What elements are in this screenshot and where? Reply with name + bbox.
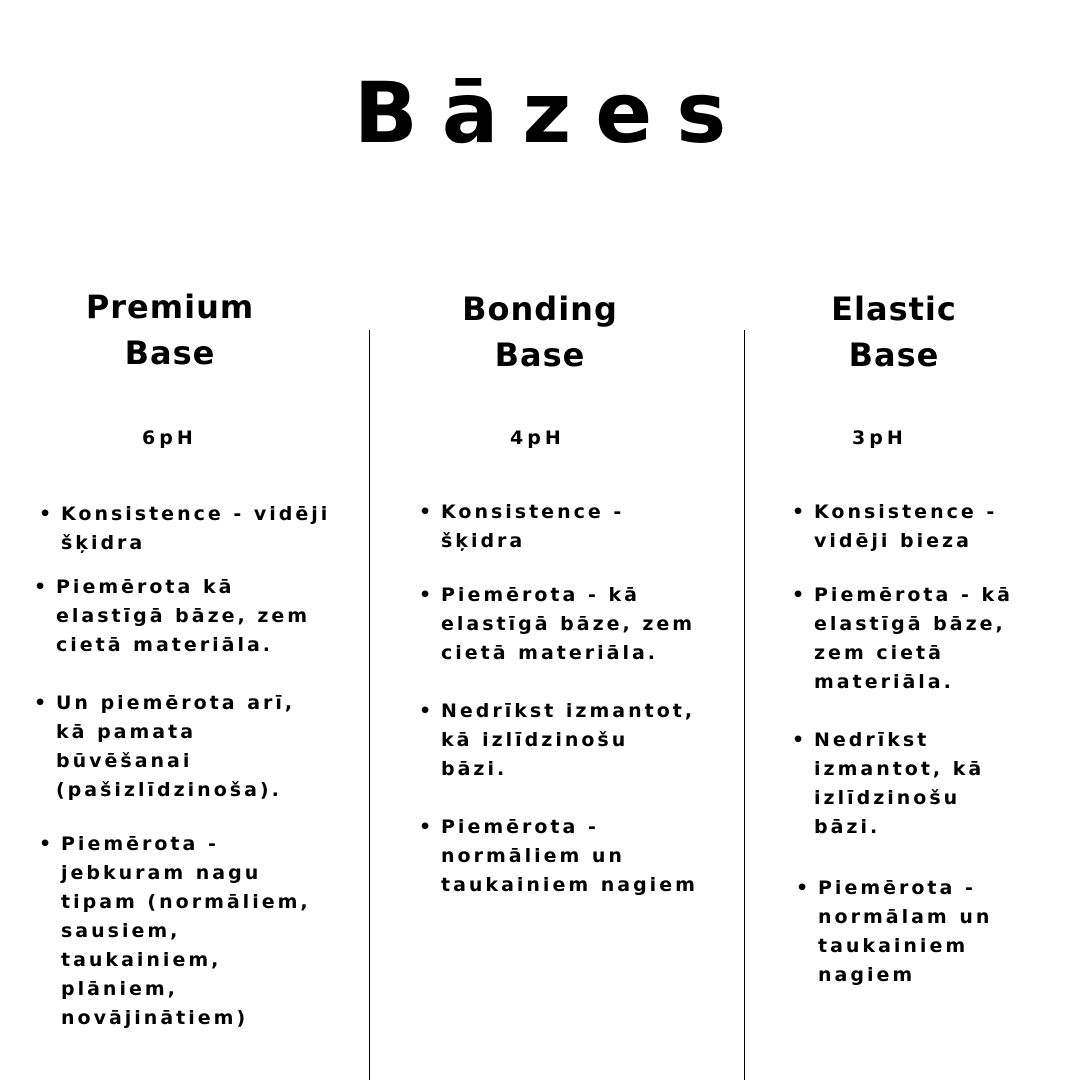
column-title-line: Base <box>124 334 216 372</box>
column-title-line: Bonding <box>462 290 618 328</box>
list-item-line: Piemērota - <box>61 833 219 855</box>
list-item-line: plāniem, <box>61 978 178 1000</box>
list-item-line: taukainiem, <box>61 949 222 971</box>
list-item-line: izmantot, kā <box>814 758 985 780</box>
column-divider <box>369 330 370 1080</box>
list-item: • Piemērota - normāliem un taukainiem nagiem <box>441 813 698 900</box>
list-item-line: cietā materiāla. <box>441 642 659 664</box>
list-item-line: normālam un <box>818 906 993 928</box>
list-item: • Konsistence - vidēji šķidra <box>61 500 330 558</box>
list-item-line: kā izlīdzinošu <box>441 729 629 751</box>
ph-value: 6pH <box>142 427 197 449</box>
ph-value: 3pH <box>852 427 907 449</box>
list-item-line: Piemērota - kā <box>441 584 640 606</box>
list-item-line: Nedrīkst <box>814 729 930 751</box>
page-title: Bāzes <box>353 64 751 162</box>
ph-value: 4pH <box>510 427 565 449</box>
list-item: • Un piemērota arī, kā pamata būvēšanai (pašizlīdzinoša). <box>56 689 295 805</box>
list-item: • Piemērota - kā elastīgā bāze, zem cietā materiāla. <box>441 581 695 668</box>
list-item-line: sausiem, <box>61 920 181 942</box>
column-title-bonding <box>440 286 640 378</box>
list-item-line: Un piemērota arī, <box>56 692 296 714</box>
list-item: • Konsistence - vidēji bieza <box>814 498 997 556</box>
list-item: • Piemērota - normālam un taukainiem nagiem <box>818 874 992 990</box>
list-item-line: normāliem un <box>441 845 625 867</box>
list-item-line: Piemērota kā <box>56 576 235 598</box>
list-item-line: kā pamata <box>56 721 197 743</box>
list-item-line: materiāla. <box>814 671 954 693</box>
list-item-line: Piemērota - <box>441 816 599 838</box>
list-item-line: šķidra <box>441 530 526 552</box>
column-title-elastic <box>794 286 994 378</box>
list-item-line: Konsistence - vidēji <box>61 503 331 525</box>
list-item-line: taukainiem nagiem <box>441 874 698 896</box>
list-item-line: (pašizlīdzinoša). <box>56 779 282 801</box>
list-item-line: Konsistence - <box>814 501 998 523</box>
list-item-line: izlīdzinošu <box>814 787 961 809</box>
list-item: • Nedrīkst izmantot, kā izlīdzinošu bāzi. <box>441 697 695 784</box>
list-item-line: Piemērota - <box>818 877 976 899</box>
list-item-line: zem cietā <box>814 642 944 664</box>
list-item-line: bāzi. <box>814 816 881 838</box>
list-item-line: Nedrīkst izmantot, <box>441 700 696 722</box>
list-item-line: cietā materiāla. <box>56 634 274 656</box>
list-item-line: elastīgā bāze, <box>814 613 1006 635</box>
list-item-line: vidēji bieza <box>814 530 972 552</box>
column-title-line: Elastic <box>831 290 957 328</box>
list-item-line: Konsistence - <box>441 501 625 523</box>
column-title-line: Base <box>494 336 586 374</box>
list-item-line: šķidra <box>61 532 146 554</box>
list-item: • Nedrīkst izmantot, kā izlīdzinošu bāzi. <box>814 726 984 842</box>
list-item-line: elastīgā bāze, zem <box>56 605 311 627</box>
column-title-line: Base <box>848 336 940 374</box>
list-item-line: taukainiem <box>818 935 969 957</box>
list-item: • Piemērota - kā elastīgā bāze, zem cietā materiāla. <box>814 581 1013 697</box>
list-item-line: bāzi. <box>441 758 508 780</box>
column-title-premium <box>70 284 270 376</box>
list-item-line: tipam (normāliem, <box>61 891 311 913</box>
list-item-line: elastīgā bāze, zem <box>441 613 696 635</box>
list-item: • Konsistence - šķidra <box>441 498 624 556</box>
list-item-line: nagiem <box>818 964 916 986</box>
list-item-line: jebkuram nagu <box>61 862 262 884</box>
list-item-line: būvēšanai <box>56 750 193 772</box>
list-item-line: novājinātiem) <box>61 1007 249 1029</box>
column-divider <box>744 330 745 1080</box>
list-item-line: Piemērota - kā <box>814 584 1013 606</box>
column-title-line: Premium <box>85 288 255 326</box>
list-item: • Piemērota kā elastīgā bāze, zem cietā materiāla. <box>56 573 310 660</box>
list-item: • Piemērota - jebkuram nagu tipam (normāliem, sausiem, taukainiem, plāniem, novājinātiem) <box>61 830 311 1033</box>
